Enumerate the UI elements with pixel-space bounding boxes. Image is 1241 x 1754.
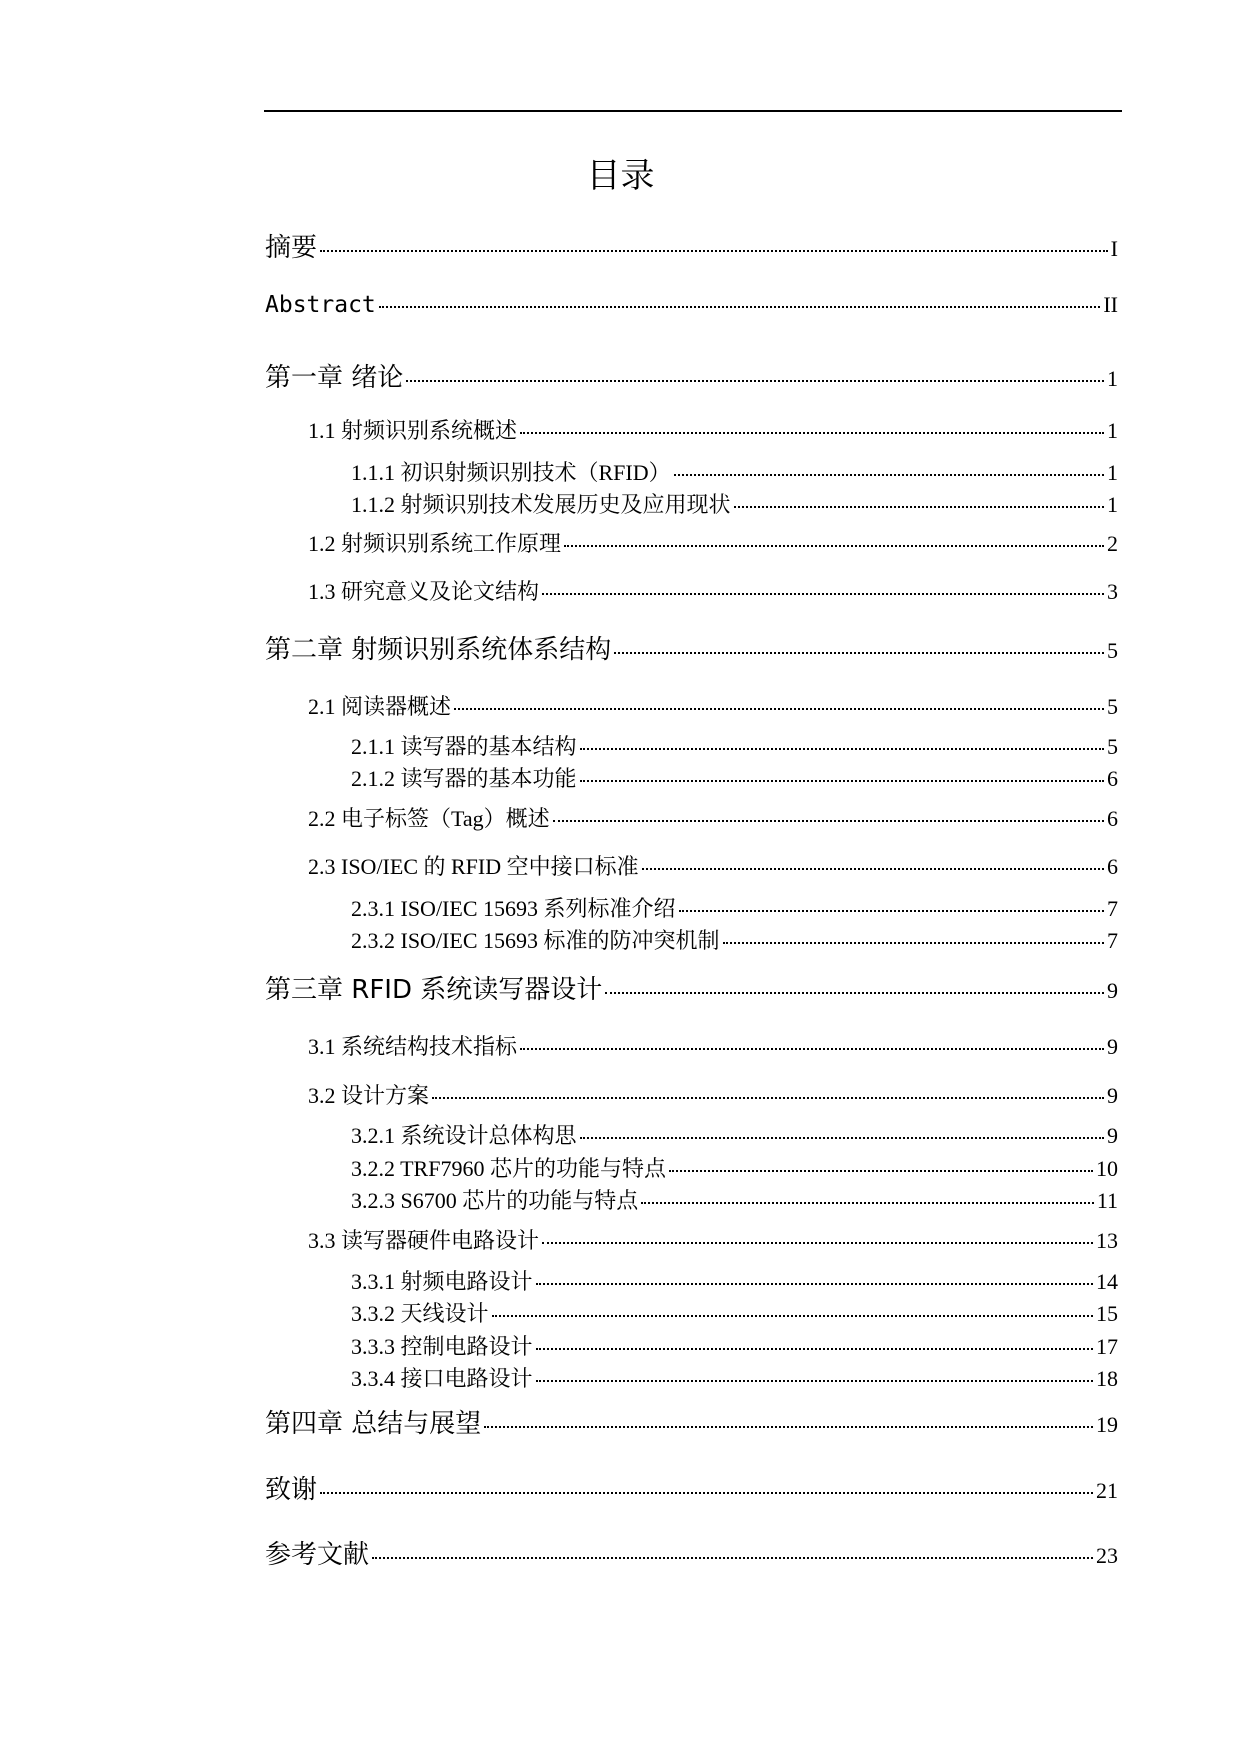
leader-dots — [614, 652, 1104, 654]
leader-dots — [536, 1348, 1093, 1350]
toc-entry-text: 2.3.1 ISO/IEC 15693 系列标准介绍 — [351, 896, 676, 921]
leader-dots — [605, 992, 1104, 994]
toc-entry-section[interactable] — [308, 1030, 1118, 1061]
toc-entry-page: 5 — [1107, 694, 1118, 719]
toc-entry-page: 14 — [1096, 1269, 1118, 1294]
toc-entry-page: 2 — [1107, 531, 1118, 556]
leader-dots — [669, 1170, 1093, 1172]
leader-dots — [542, 593, 1104, 595]
leader-dots — [536, 1380, 1093, 1382]
toc-entry-references[interactable] — [265, 1534, 1118, 1571]
leader-dots — [432, 1097, 1104, 1099]
leader-dots — [484, 1426, 1093, 1428]
toc-entry-page: 9 — [1107, 1123, 1118, 1148]
toc-entry-subsection[interactable] — [351, 730, 1118, 761]
toc-entry-subsection[interactable] — [351, 1330, 1118, 1361]
leader-dots — [641, 1202, 1094, 1204]
toc-entry-section[interactable] — [308, 1224, 1118, 1255]
leader-dots — [320, 250, 1108, 252]
toc-entry-page: 13 — [1096, 1228, 1118, 1253]
toc-entry-text: 2.1.1 读写器的基本结构 — [351, 734, 577, 759]
leader-dots — [679, 910, 1104, 912]
toc-entry-section[interactable] — [308, 1079, 1118, 1110]
toc-entry-subsection[interactable] — [351, 1297, 1118, 1328]
toc-entry-page: 9 — [1107, 978, 1118, 1003]
toc-entry-section[interactable] — [308, 690, 1118, 721]
toc-entry-page: 17 — [1096, 1334, 1118, 1359]
toc-entry-page: 21 — [1096, 1478, 1118, 1503]
toc-entry-text: 3.3 读写器硬件电路设计 — [308, 1228, 540, 1253]
leader-dots — [580, 748, 1104, 750]
toc-entry-text: 3.3.3 控制电路设计 — [351, 1334, 533, 1359]
toc-entry-page: I — [1110, 236, 1118, 261]
toc-entry-text: 2.1 阅读器概述 — [308, 694, 452, 719]
leader-dots — [553, 820, 1104, 822]
toc-entry-text: 2.3.2 ISO/IEC 15693 标准的防冲突机制 — [351, 928, 720, 953]
toc-entry-page: 15 — [1096, 1301, 1118, 1326]
leader-dots — [734, 506, 1104, 508]
toc-entry-page: 18 — [1096, 1366, 1118, 1391]
toc-entry-page: 3 — [1107, 579, 1118, 604]
toc-entry-text: 致谢 — [265, 1475, 318, 1505]
toc-entry-subsection[interactable] — [351, 1265, 1118, 1296]
toc-entry-chapter-3[interactable] — [265, 969, 1118, 1006]
toc-entry-page: 1 — [1107, 460, 1118, 485]
toc-entry-subsection[interactable] — [351, 1184, 1118, 1215]
toc-entry-page: 19 — [1096, 1412, 1118, 1437]
toc-entry-page: 1 — [1107, 492, 1118, 517]
toc-entry-page: 11 — [1096, 1188, 1118, 1213]
toc-entry-section[interactable] — [308, 527, 1118, 558]
toc-entry-section[interactable] — [308, 802, 1118, 833]
toc-entry-page: 5 — [1107, 638, 1118, 663]
toc-entry-chapter-2[interactable] — [265, 629, 1118, 666]
toc-entry-text: 2.3 ISO/IEC 的 RFID 空中接口标准 — [308, 854, 639, 879]
leader-dots — [580, 1137, 1104, 1139]
toc-entry-text: 3.2.2 TRF7960 芯片的功能与特点 — [351, 1156, 666, 1181]
leader-dots — [454, 708, 1104, 710]
toc-entry-page: 5 — [1107, 734, 1118, 759]
toc-entry-text: 3.3.1 射频电路设计 — [351, 1269, 533, 1294]
toc-entry-section[interactable] — [308, 575, 1118, 606]
toc-entry-subsection[interactable] — [351, 924, 1118, 955]
toc-entry-text: 2.1.2 读写器的基本功能 — [351, 766, 577, 791]
toc-entry-page: 6 — [1107, 854, 1118, 879]
toc-entry-subsection[interactable] — [351, 1152, 1118, 1183]
leader-dots — [520, 432, 1104, 434]
toc-entry-text: 2.2 电子标签（Tag）概述 — [308, 806, 550, 831]
leader-dots — [580, 780, 1104, 782]
leader-dots — [372, 1557, 1093, 1559]
leader-dots — [542, 1242, 1093, 1244]
toc-entry-text: 1.1.1 初识射频识别技术（RFID） — [351, 460, 671, 485]
toc-entry-text: 3.3.2 天线设计 — [351, 1301, 489, 1326]
leader-dots — [642, 868, 1104, 870]
leader-dots — [723, 942, 1104, 944]
toc-entry-chapter-1[interactable] — [265, 357, 1118, 394]
toc-entry-page: 6 — [1107, 806, 1118, 831]
toc-entry-text: 第四章 总结与展望 — [265, 1409, 482, 1439]
toc-entry-page: II — [1103, 292, 1118, 317]
toc-entry-text: 第三章 RFID 系统读写器设计 — [265, 975, 603, 1005]
toc-entry-page: 9 — [1107, 1083, 1118, 1108]
toc-entry-section[interactable] — [308, 414, 1118, 445]
toc-entry-text: 第一章 绪论 — [265, 363, 404, 393]
leader-dots — [379, 306, 1101, 308]
leader-dots — [406, 380, 1104, 382]
toc-entry-page: 9 — [1107, 1034, 1118, 1059]
toc-entry-page: 7 — [1107, 896, 1118, 921]
toc-entry-text: 3.1 系统结构技术指标 — [308, 1034, 518, 1059]
toc-entry-subsection[interactable] — [351, 456, 1118, 487]
toc-entry-text: 1.3 研究意义及论文结构 — [308, 579, 540, 604]
toc-entry-text: 参考文献 — [265, 1540, 370, 1570]
toc-title: 目录 — [586, 156, 655, 196]
toc-entry-subsection[interactable] — [351, 1119, 1118, 1150]
toc-entry-subsection[interactable] — [351, 488, 1118, 519]
leader-dots — [320, 1492, 1093, 1494]
toc-entry-acknowledgements[interactable] — [265, 1469, 1118, 1506]
toc-entry-text: Abstract — [265, 292, 376, 318]
toc-entry-text: 3.3.4 接口电路设计 — [351, 1366, 533, 1391]
toc-entry-abstract-en[interactable] — [265, 292, 1118, 318]
toc-entry-text: 3.2.3 S6700 芯片的功能与特点 — [351, 1188, 639, 1213]
toc-entry-page: 7 — [1107, 928, 1118, 953]
toc-entry-page: 6 — [1107, 766, 1118, 791]
leader-dots — [520, 1048, 1104, 1050]
toc-entry-abstract-cn[interactable] — [265, 227, 1118, 264]
toc-entry-text: 摘要 — [265, 233, 318, 263]
leader-dots — [492, 1315, 1093, 1317]
toc-entry-text: 3.2 设计方案 — [308, 1083, 430, 1108]
toc-entry-page: 1 — [1107, 366, 1118, 391]
toc-entry-text: 1.1.2 射频识别技术发展历史及应用现状 — [351, 492, 731, 517]
toc-entry-section[interactable] — [308, 850, 1118, 881]
toc-entry-page: 23 — [1096, 1543, 1118, 1568]
toc-entry-text: 1.1 射频识别系统概述 — [308, 418, 518, 443]
toc-entry-text: 3.2.1 系统设计总体构思 — [351, 1123, 577, 1148]
leader-dots — [564, 545, 1104, 547]
toc-entry-page: 10 — [1096, 1156, 1118, 1181]
toc-entry-subsection[interactable] — [351, 762, 1118, 793]
toc-entry-subsection[interactable] — [351, 892, 1118, 923]
toc-entry-text: 1.2 射频识别系统工作原理 — [308, 531, 562, 556]
toc-entry-text: 第二章 射频识别系统体系结构 — [265, 635, 612, 665]
leader-dots — [674, 474, 1104, 476]
toc-entry-page: 1 — [1107, 418, 1118, 443]
toc-entry-chapter-4[interactable] — [265, 1403, 1118, 1440]
toc-entry-subsection[interactable] — [351, 1362, 1118, 1393]
leader-dots — [536, 1283, 1093, 1285]
